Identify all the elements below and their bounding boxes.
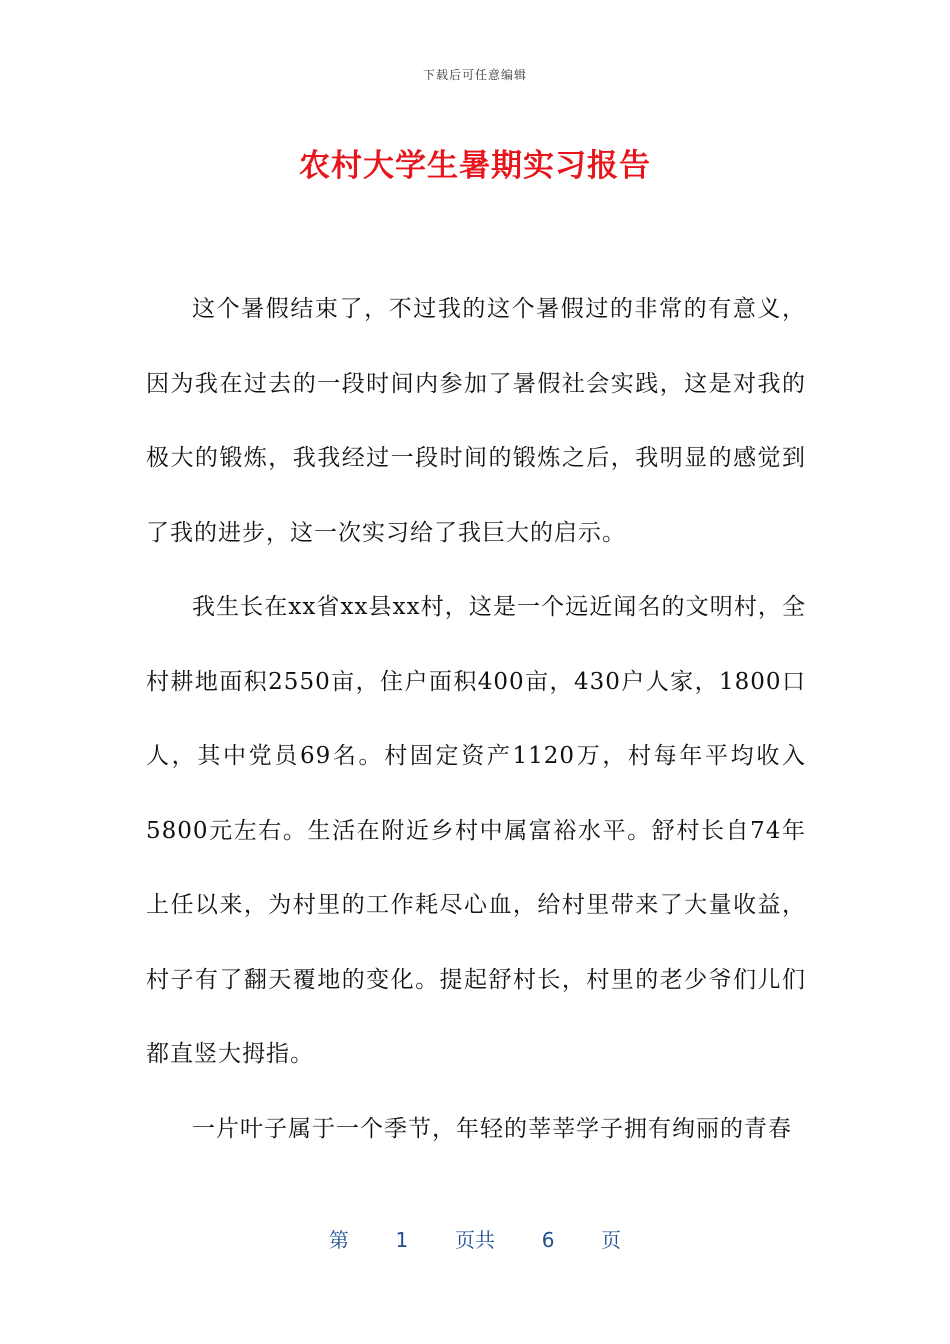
footer-total-pages: 6 [541,1228,555,1252]
document-body [146,272,806,1166]
page-footer [0,1224,950,1253]
footer-suffix: 页 [601,1228,622,1252]
footer-current-page: 1 [395,1228,409,1252]
paragraph-2: 我生长在xx省xx县xx村，这是一个远近闻名的文明村，全村耕地面积2550亩，住户面积400亩，430户人家，1800口人，其中党员69名。村固定资产1120万，村每年平均收入5800元左右。生活在附近乡村中属富裕水平。舒村长自74年上任以来，为村里的工作耗尽心血，给村里带来了大量收益，村子有了翻天覆地的变化。提起舒村长，村里的老少爷们儿们都直竖大拇指。 [146,594,806,1067]
document-title: 农村大学生暑期实习报告 [299,148,651,184]
footer-middle: 页共 [455,1228,495,1252]
footer-prefix: 第 [328,1228,349,1252]
header-note: 下载后可任意编辑 [422,68,527,82]
paragraph-3: 一片叶子属于一个季节，年轻的莘莘学子拥有绚丽的青春 [192,1115,792,1142]
paragraph-1: 这个暑假结束了，不过我的这个暑假过的非常的有意义，因为我在过去的一段时间内参加了暑假社会实践，这是对我的极大的锻炼，我我经过一段时间的锻炼之后，我明显的感觉到了我的进步，这一次实习给了我巨大的启示。 [146,296,806,546]
